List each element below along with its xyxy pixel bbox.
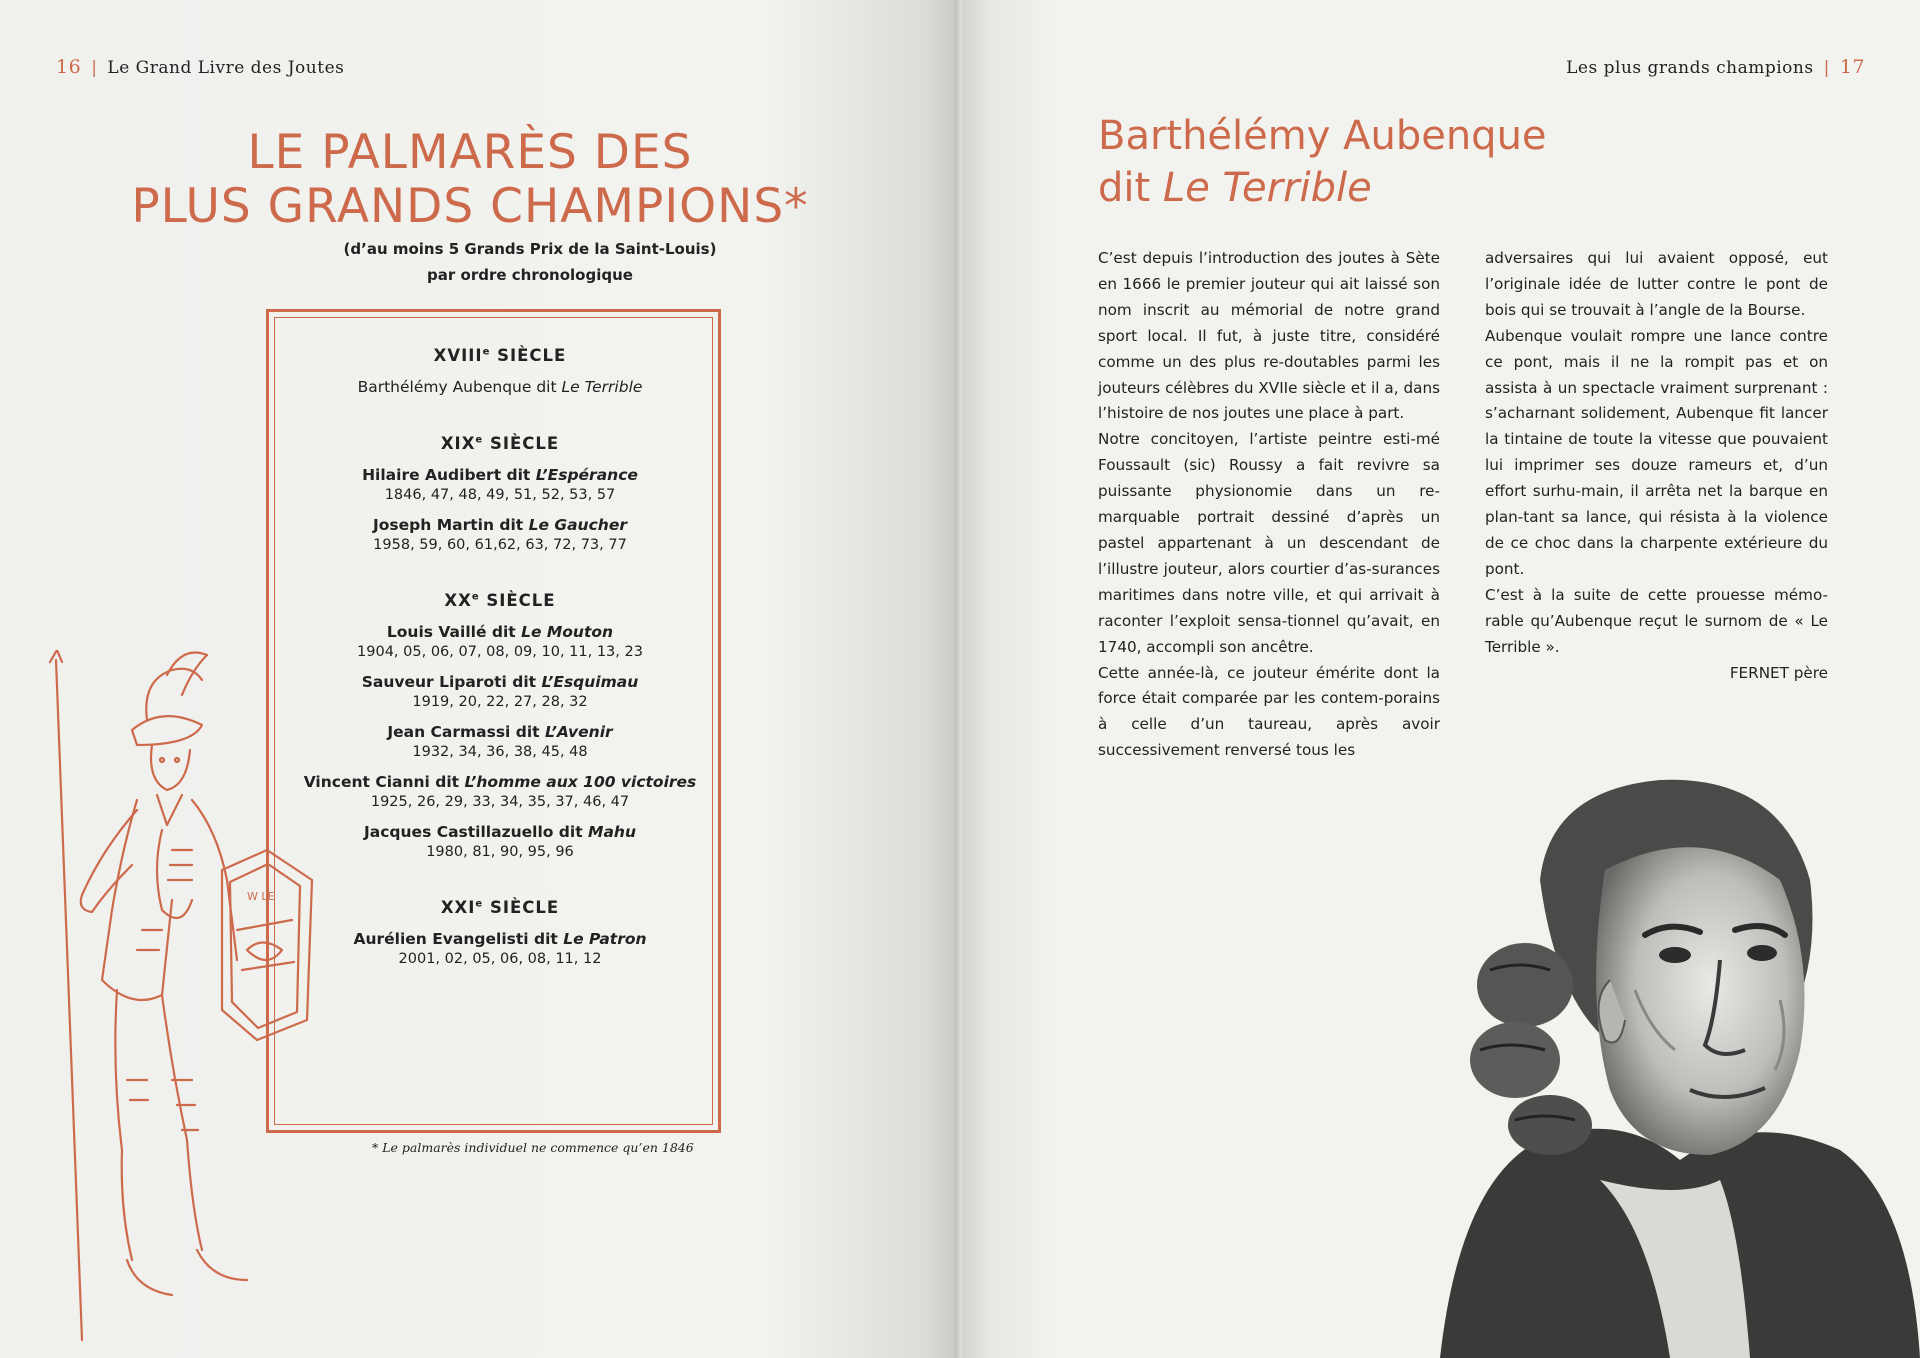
champion-nickname: Le Terrible bbox=[561, 378, 643, 396]
title-line-1: LE PALMARÈS DES bbox=[247, 125, 693, 180]
article-column-right bbox=[1485, 246, 1828, 686]
page-subtitle bbox=[180, 236, 880, 288]
century-section bbox=[240, 346, 760, 396]
century-section bbox=[240, 434, 760, 553]
champion-years: 1904, 05, 06, 07, 08, 09, 10, 11, 13, 23 bbox=[357, 644, 643, 660]
title-line-2: PLUS GRANDS CHAMPIONS* bbox=[131, 179, 809, 234]
champion-nickname: L’Avenir bbox=[544, 723, 613, 741]
article-title bbox=[1098, 110, 1547, 214]
author-signature: FERNET père bbox=[1729, 663, 1828, 682]
champion-nickname: L’Esquimau bbox=[541, 673, 639, 691]
champion-nickname: Mahu bbox=[588, 823, 636, 841]
champion-nickname: L’homme aux 100 victoires bbox=[464, 773, 697, 791]
champion-years: 2001, 02, 05, 06, 08, 11, 12 bbox=[398, 951, 602, 967]
book-gutter bbox=[955, 0, 962, 1358]
century-heading: XVIIIe SIÈCLE bbox=[433, 346, 567, 365]
champion-years: 1925, 26, 29, 33, 34, 35, 37, 46, 47 bbox=[370, 794, 630, 810]
champion-years: 1958, 59, 60, 61,62, 63, 72, 73, 77 bbox=[373, 537, 627, 553]
chapter-title: Les plus grands champions bbox=[1566, 58, 1814, 78]
champion-years: 1846, 47, 48, 49, 51, 52, 53, 57 bbox=[384, 487, 616, 503]
article-title-line-1: Barthélémy Aubenque bbox=[1098, 113, 1547, 159]
paragraph: Aubenque voulait rompre une lance contre ce pont, mais il ne la rompit pas et on assista à un spectacle vraiment surprenant : s’acharnant solidement, Aubenque fit lancer la tintaine de toute la vitesse que pouvaient lui imprimer ses douze rameurs et, d’un effort surhu-main, il arrêta net la barque en plan-tant sa lance, qui résista à la violence de ce choc dans la charpente extérieure du pont. bbox=[1485, 326, 1828, 578]
subtitle-line-1: (d’au moins 5 Grands Prix de la Saint-Louis) bbox=[343, 240, 717, 258]
paragraph: adversaires qui lui avaient opposé, eut l’originale idée de lutter contre le pont de bois qui se trouvait à l’angle de la Bourse. bbox=[1485, 249, 1828, 319]
champion-years: 1980, 81, 90, 95, 96 bbox=[426, 844, 574, 860]
champion-name: Sauveur Liparoti dit L’Esquimau bbox=[361, 673, 639, 691]
book-title: Le Grand Livre des Joutes bbox=[107, 58, 345, 78]
palmares-list bbox=[240, 346, 760, 1005]
champion-nickname: Le Gaucher bbox=[528, 516, 627, 534]
paragraph: Cette année-là, ce jouteur émérite dont la force était comparée par les contem-porains à celle d’un taureau, après avoir successivement renversé tous les bbox=[1098, 663, 1440, 760]
champion-name: Vincent Cianni dit L’homme aux 100 victoires bbox=[303, 773, 697, 791]
article-title-line-2: dit Le Terrible bbox=[1098, 165, 1372, 211]
century-section bbox=[240, 591, 760, 860]
left-running-head: 16 | Le Grand Livre des Joutes bbox=[56, 56, 345, 78]
champion-name: Joseph Martin dit Le Gaucher bbox=[373, 516, 627, 534]
article-column-left bbox=[1098, 246, 1440, 764]
paragraph: C’est à la suite de cette prouesse mémo-rable qu’Aubenque reçut le surnom de « Le Terrible ». bbox=[1485, 585, 1828, 656]
champion-name: Hilaire Audibert dit L’Espérance bbox=[362, 466, 638, 484]
paragraph: C’est depuis l’introduction des joutes à Sète en 1666 le premier jouteur qui ait laissé son nom inscrit au mémorial de notre grand sport local. Il fut, à juste titre, considéré comme un des plus re-doutables parmi les jouteurs célèbres du XVIIe siècle et il a, dans l’histoire de nos joutes une place à part. bbox=[1098, 249, 1440, 423]
champion-nickname: L’Espérance bbox=[535, 466, 638, 484]
page-title bbox=[110, 126, 830, 234]
champion-nickname: Le Mouton bbox=[521, 623, 614, 641]
century-heading: XXIe SIÈCLE bbox=[440, 898, 560, 917]
portrait-engraving bbox=[1420, 760, 1920, 1358]
right-running-head: Les plus grands champions | 17 bbox=[1566, 56, 1865, 78]
champion-name: Jacques Castillazuello dit Mahu bbox=[364, 823, 636, 841]
champion-name: Louis Vaillé dit Le Mouton bbox=[386, 623, 614, 641]
champion-nickname: Le Patron bbox=[563, 930, 647, 948]
champion-name: Jean Carmassi dit L’Avenir bbox=[387, 723, 613, 741]
page-number-left: 16 bbox=[56, 56, 82, 78]
subtitle-line-2: par ordre chronologique bbox=[427, 266, 633, 284]
footnote: * Le palmarès individuel ne commence qu’en 1846 bbox=[372, 1140, 694, 1155]
page-number-right: 17 bbox=[1839, 56, 1865, 78]
paragraph: Notre concitoyen, l’artiste peintre esti-mé Foussault (sic) Roussy a fait revivre sa puissante physionomie dans un re-marquable portrait dessiné d’après un pastel appartenant à un descendant de l’illustre jouteur, alors courtier d’as-surances maritimes dans notre ville, et qui arrivait à raconter l’exploit sensa-tionnel qu’avait, en 1740, accompli son ancêtre. bbox=[1098, 430, 1440, 656]
left-page bbox=[0, 0, 955, 1358]
champion-name: Aurélien Evangelisti dit Le Patron bbox=[353, 930, 647, 948]
century-heading: XXe SIÈCLE bbox=[444, 591, 556, 610]
champion-years: 1932, 34, 36, 38, 45, 48 bbox=[412, 744, 588, 760]
century-heading: XIXe SIÈCLE bbox=[440, 434, 560, 453]
article-nickname: Le Terrible bbox=[1162, 165, 1372, 211]
century-section bbox=[240, 898, 760, 967]
champion-years: 1919, 20, 22, 27, 28, 32 bbox=[412, 694, 588, 710]
champion-name: Barthélémy Aubenque dit Le Terrible bbox=[357, 378, 643, 396]
shield-text: W LE bbox=[247, 890, 275, 903]
